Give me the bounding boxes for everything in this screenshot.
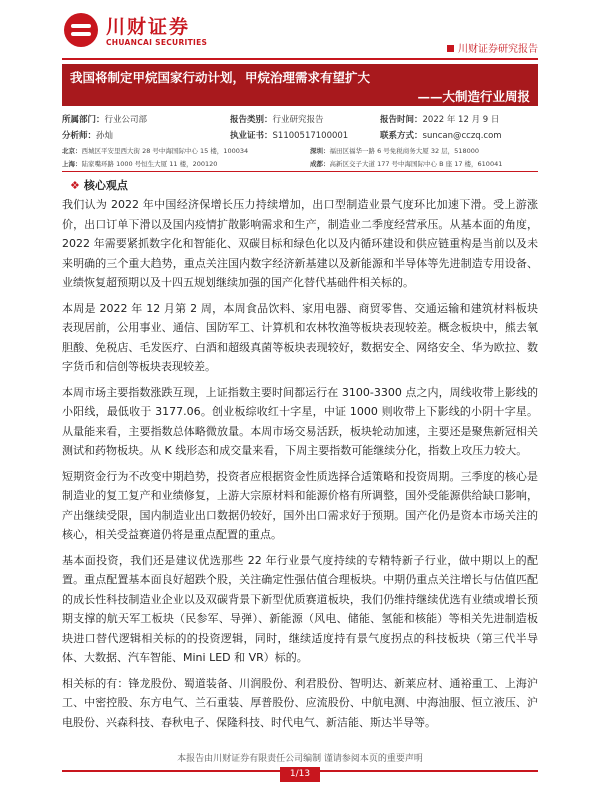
logo-chinese-name: 川财证券 (106, 16, 191, 38)
dept-label: 所属部门： (62, 115, 105, 125)
section-heading (70, 177, 128, 193)
address-chengdu-text: 高新区交子大道 177 号中海国际中心 B 座 17 楼，610041 (329, 160, 503, 168)
chuancai-logo-icon (64, 13, 98, 47)
address-beijing (62, 146, 248, 155)
report-title: 我国将制定甲烷国家行动计划，甲烷治理需求有望扩大 (70, 70, 371, 85)
paragraph: 短期资金行为不改变中期趋势，投资者应根据资金性质选择合适策略和投资周期。三季度的核心是制造业的复工复产和业绩修复，上游大宗原材料和能源价格有所调整，国外受能源供给缺口影响，产出继续受限，国内制造业出口数据仍较好，国外出口需求好于预期。国产化仍是资本市场关注的核心，相关受益赛道仍将是重点配置的重点。 (62, 469, 538, 541)
paragraph: 本周市场主要指数涨跌互现，上证指数主要时间都运行在 3100-3300 点之内，周线收带上影线的小阳线，最低收于 3177.06。创业板综收红十字星，中证 1000 则收带上下影线的小阴十字星。从量能来看，主要指数总体略微放量。本周市场交易活跃，板块轮动加速，主要还是聚焦新冠相关测试和药物板块。从 K 线形态和成交量来看，下周主要指数可能继续分化，指数上攻压力较大。 (62, 385, 538, 457)
address-chengdu (310, 159, 502, 168)
logo-english-name: CHUANCAI SECURITIES (106, 38, 208, 47)
address-beijing-text: 西城区平安里西大街 28 号中海国际中心 15 楼，100034 (81, 147, 249, 155)
paragraph: 相关标的有：锋龙股份、蜀道装备、川润股份、利君股份、智明达、新莱应材、通裕重工、上海沪工、中密控股、东方电气、兰石重装、厚普股份、应流股份、中航电测、中海油服、恒立液压、沪电股份、兴森科技、春秋电子、保隆科技、时代电气、新洁能、斯达半导等。 (62, 676, 538, 729)
analyst-label: 分析师： (62, 131, 97, 141)
address-chengdu-label: 成都： (310, 160, 330, 168)
report-brand-tag (447, 40, 538, 55)
address-shanghai-label: 上海： (62, 160, 82, 168)
time-label: 报告时间： (380, 115, 423, 125)
analyst-value: 孙灿 (96, 131, 114, 141)
contact-label: 联系方式： (380, 131, 423, 141)
report-header (0, 0, 600, 64)
contact-email[interactable]: suncan@cczq.com (422, 131, 502, 141)
type-label: 报告类别： (230, 115, 273, 125)
paragraph: 我们认为 2022 年中国经济保增长压力持续增加，出口型制造业景气度环比加速下滑。受上游涨价，出口订单下滑以及国内疫情扩散影响需求和生产，制造业二季度经营承压。从基本面的角度，2022 年需要紧抓数字化和智能化、双碳目标和绿色化以及内循环建设和供应链重构是当前以及未来明确的三个重大趋势，重点关注国内数字经济新基建以及新能源和半导体等先进制造专用设备、业绩恢复超预期以及十四五规划继续加强的国产化替代基础件相关标的。 (62, 198, 538, 289)
type-value: 行业研究报告 (272, 115, 324, 125)
address-shenzhen-text: 福田区福华一路 6 号免税商务大厦 32 层，518000 (329, 147, 479, 155)
section-heading-text: 核心观点 (83, 179, 128, 192)
address-shanghai (62, 159, 217, 168)
core-views-body (62, 195, 538, 738)
address-shanghai-text: 陆家嘴环路 1000 号恒生大厦 11 楼，200120 (81, 160, 218, 168)
dept-value: 行业公司部 (104, 115, 148, 125)
license-label: 执业证书： (230, 131, 273, 141)
header-divider (62, 58, 538, 60)
address-beijing-label: 北京： (62, 147, 82, 155)
license-value: S1100517100001 (272, 131, 349, 141)
time-value: 2022 年 12 月 9 日 (422, 115, 500, 125)
address-shenzhen (310, 146, 479, 155)
report-subtitle: ——大制造行业周报 (417, 89, 530, 104)
section-divider (62, 171, 538, 172)
page-number: 1/13 (280, 767, 320, 782)
footer-disclaimer: 本报告由川财证券有限责任公司编制 谨请参阅本页的重要声明 (177, 754, 423, 764)
report-brand-tag-text: 川财证券研究报告 (458, 44, 538, 55)
paragraph: 基本面投资，我们还是建议优选那些 22 年行业景气度持续的专精特新子行业，做中期以上的配置。重点配置基本面良好超跌个股，关注确定性强估值合理板块。中期仍重点关注增长与估值匹配的成长性科技制造业企业以及双碳背景下新型优质赛道板块，我们仍维持继续优选有业绩或增长预期支撑的航天军工板块（民参军、导弹）、新能源（风电、储能、氢能和核能）等相关先进制造板块进口替代逻辑相关标的的投资逻辑，同时，继续适度持有景气度拐点的科技板块（第三代半导体、大数据、汽车智能、Mini LED 和 VR）标的。 (62, 553, 538, 664)
title-banner (62, 64, 538, 106)
address-shenzhen-label: 深圳： (310, 147, 330, 155)
diamond-bullet-icon: ❖ (70, 179, 80, 192)
paragraph: 本周是 2022 年 12 月第 2 周，本周食品饮料、家用电器、商贸零售、交通运输和建筑材料板块表现居前，公用事业、通信、国防军工、计算机和农林牧渔等板块表现较差。概念板块中，熊去氧胆酸、免税店、毛发医疗、白酒和超级真菌等板块表现较好，数据安全、网络安全、华为欧拉、数字货币和信创等板块表现较差。 (62, 301, 538, 373)
square-bullet-icon (447, 45, 454, 52)
